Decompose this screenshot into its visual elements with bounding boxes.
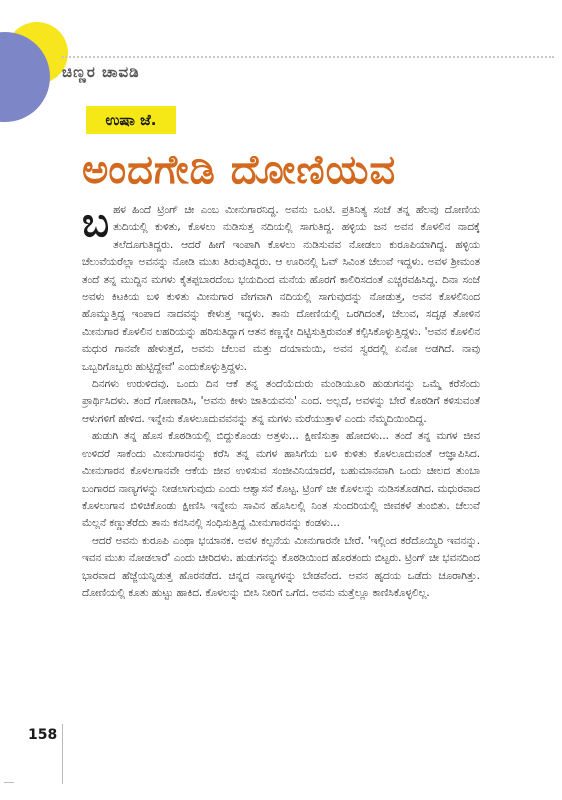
section-title: ಚಿಣ್ಣರ ಚಾವಡಿ bbox=[62, 63, 140, 81]
article-paragraph bbox=[82, 202, 480, 376]
article-body bbox=[82, 202, 480, 602]
author-label bbox=[86, 106, 176, 134]
crop-mark bbox=[4, 782, 14, 783]
author-name: ಉಷಾ ಜೆ. bbox=[105, 111, 157, 129]
article-paragraph: ಆದರೆ ಅವನು ಕುರೂಪಿ ಎಂಥಾ ಭಯಾನಕ. ಅವಳ ಕಲ್ಪನೆಯ ಮೀನುಗಾರನೇ ಬೇರೆ. 'ಇಲ್ಲಿಂದ ಕರೆದೊಯ್ಯಿರಿ ಇವನನ್ನು. ಇವನ ಮುಖ ನೋಡಲಾರೆ' ಎಂದು ಚೀರಿದಳು. ಹುಡುಗನನ್ನು ಕೊಠಡಿಯಿಂದ ಹೊರತಂದು ಬಿಟ್ಟರು. ಟ್ರಿಂಗ್ ಚೀ ಭವನದಿಂದ ಭಾರವಾದ ಹೆಜ್ಜೆಯನ್ನಿಡುತ್ತ ಹೊರನಡೆದ. ಚಿನ್ನದ ನಾಣ್ಯಗಳನ್ನು ಬೇಡವೆಂದ. ಅವನ ಹೃದಯ ಒಡೆದು ಚೂರಾಗಿತ್ತು. ದೋಣಿಯಲ್ಲಿ ಕೂತು ಹುಟ್ಟು ಹಾಕಿದ. ಕೊಳಲನ್ನು ಬೀಸಿ ನೀರಿಗೆ ಒಗೆದ. ಅವನು ಮತ್ತೆಲ್ಲೂ ಕಾಣಿಸಿಕೊಳ್ಳಲಿಲ್ಲ. bbox=[82, 534, 480, 599]
article-paragraph: ದಿನಗಳು ಉರುಳಿದವು. ಒಂದು ದಿನ ಆಕೆ ತನ್ನ ತಂದೆಯೆದುರು ಮಂಡಿಯೂರಿ ಹುಡುಗನನ್ನು ಒಮ್ಮೆ ಕರೆಸೆಂದು ಪ್ರಾರ್ಥಿಸಿದಳು. ತಂದೆ ಗೋಣಾಡಿಸಿ, 'ಅವನು ಕೀಳು ಜಾತಿಯವನು' ಎಂದ. ಅಲ್ಲದೆ, ಅವಳನ್ನು ಬೇರೆ ಕೊಠಡಿಗೆ ಕಳಿಸುವಂತೆ ಆಳುಗಳಿಗೆ ಹೇಳಿದ. ಇನ್ನೇನು ಕೊಳಲೂದುವವನನ್ನು ತನ್ನ ಮಗಳು ಮರೆಯುತ್ತಾಳೆ ಎಂದು ನೆಮ್ಮದಿಯಿಂದಿದ್ದ. bbox=[82, 378, 480, 425]
margin-rule bbox=[62, 724, 63, 784]
header-dotted-rule bbox=[62, 56, 554, 58]
drop-cap: ಬ bbox=[82, 200, 110, 246]
page-number: 158 bbox=[28, 727, 58, 743]
article-paragraph: ಹುಡುಗಿ ತನ್ನ ಹೊಸ ಕೊಠಡಿಯಲ್ಲಿ ಬಿದ್ದುಕೊಂಡು ಅತ್ತಳು... ಕ್ಷೀಣಿಸುತ್ತಾ ಹೋದಳು... ತಂದೆ ತನ್ನ ಮಗಳ ಜೀವ ಉಳಿದರೆ ಸಾಕೆಂದು ಮೀನುಗಾರನನ್ನು ಕರೆಸಿ ತನ್ನ ಮಗಳ ಹಾಸಿಗೆಯ ಬಳಿ ಕುಳಿತು ಕೊಳಲೂದುವಂತೆ ಆಜ್ಞಾಪಿಸಿದ. ಮೀನುಗಾರನ ಕೊಳಲಗಾನವೇ ಆಕೆಯ ಜೀವ ಉಳಿಸುವ ಸಂಜೀವಿನಿಯಾದರೆ, ಬಹುಮಾನವಾಗಿ ಒಂದು ಚೀಲದ ತುಂಬಾ ಬಂಗಾರದ ನಾಣ್ಯಗಳನ್ನು ನೀಡಲಾಗುವುದು ಎಂದು ಆಶ್ವಾಸನೆ ಕೊಟ್ಟ. ಟ್ರಿಂಗ್ ಚೀ ಕೊಳಲನ್ನು ನುಡಿಸತೊಡಗಿದ. ಮಧುರವಾದ ಕೊಳಲುಗಾನ ಬಿಳಿಚಿಕೊಂಡು ಕ್ಷೀಣಿಸಿ ಇನ್ನೇನು ಸಾವಿನ ಹೊಸಿಲಲ್ಲಿ ನಿಂತ ಸುಂದರಿಯಲ್ಲಿ ಜೀವಕಳೆ ತುಂಬಿತು. ಚೆಲುವೆ ಮೆಲ್ಲನೆ ಕಣ್ಣುತೆರೆದು ತಾನು ಕನಸಿನಲ್ಲಿ ಸಂಧಿಸುತ್ತಿದ್ದ ಮೀನುಗಾರನನ್ನು ಕಂಡಳು... bbox=[82, 430, 480, 530]
paragraph-text: ಹಳ ಹಿಂದೆ ಟ್ರಿಂಗ್ ಚೀ ಎಂಬ ಮೀನುಗಾರನಿದ್ದ. ಅವನು ಒಂಟಿ. ಪ್ರತಿನಿತ್ಯ ಸಂಜೆ ತನ್ನ ಹೆಲವು ದೋಣಿಯ ತುದಿಯಲ್ಲಿ ಕುಳಿತು, ಕೊಳಲು ನುಡಿಸುತ್ತ ನದಿಯಲ್ಲಿ ಸಾಗುತಿದ್ದ. ಹಳ್ಳಿಯ ಜನ ಅವನ ಕೊಳಲಿನ ನಾದಕ್ಕೆ ತಲೆದೂಗುತಿದ್ದರು. ಆದರೆ ಹೀಗೆ ಇಂಪಾಗಿ ಕೊಳಲು ನುಡಿಸುವವ ನೋಡಲು ಕುರೂಪಿಯಾಗಿದ್ದ. ಹಳ್ಳಿಯ ಚೆಲುವೆಯರೆಲ್ಲಾ ಅವನನ್ನು ನೋಡಿ ಮುಖ ತಿರುವುತಿದ್ದರು. ಆ ಊರಿನಲ್ಲಿ ಓವ್ ಸಿವಿಂತ ಚೆಲುವೆ ಇದ್ದಳು. ಅವಳ ಶ್ರೀಮಂತ ತಂದೆ ತನ್ನ ಮುದ್ದಿನ ಮಗಳು ಕೈತಪ್ಪಬಾರದೆಂಬ ಭಯದಿಂದ ಮನೆಯ ಹೊರಗೆ ಕಾಲಿರಿಸದಂತೆ ಎಚ್ಚರವಹಿಸಿದ್ದ. ದಿನಾ ಸಂಜೆ ಅವಳು ಕಿಟಕಿಯ ಬಳಿ ಕುಳಿತು ಮೀನುಗಾರ ವೇಗವಾಗಿ ನದಿಯಲ್ಲಿ ಸಾಗುವುದನ್ನು ನೋಡುತ್ತ, ಅವನ ಕೊಳಲಿನಿಂದ ಹೊಮ್ಮುತ್ತಿದ್ದ ಇಂಪಾದ ನಾದವನ್ನು ಕೇಳುತ್ತ ಇದ್ದಳು. ತಾನು ದೋಣಿಯಲ್ಲಿ ಒರಗಿದಂತೆ, ಚೆಲುವ, ಸದೃಢ ತೋಳಿನ ಮೀನುಗಾರ ಕೊಳಲಿನ ಲಹರಿಯನ್ನು ಹರಿಸುತಿದ್ದಾಗ ಆತನ ಕಣ್ಣನ್ನೇ ದಿಟ್ಟಿಸುತ್ತಿರುವಂತೆ ಕಲ್ಪಿಸಿಕೊಳ್ಳುತ್ತಿದ್ದಳು. 'ಅವನ ಕೊಳಲಿನ ಮಧುರ ಗಾನವೇ ಹೇಳುತ್ತದೆ, ಅವನು ಚೆಲುವ ಮತ್ತು ದಯಾಮಯಿ, ಅವನ ಸ್ವರದಲ್ಲಿ ಏನೋ ಅಡಗಿದೆ. ನಾವು ಒಬ್ಬರಿಗೊಬ್ಬರು ಹುಟ್ಟಿದ್ದೇವೆ' ಎಂದುಕೊಳ್ಳುತ್ತಿದ್ದಳು. bbox=[82, 204, 480, 373]
article-title: ಅಂದಗೇಡಿ ದೋಣಿಯವ bbox=[82, 147, 397, 193]
